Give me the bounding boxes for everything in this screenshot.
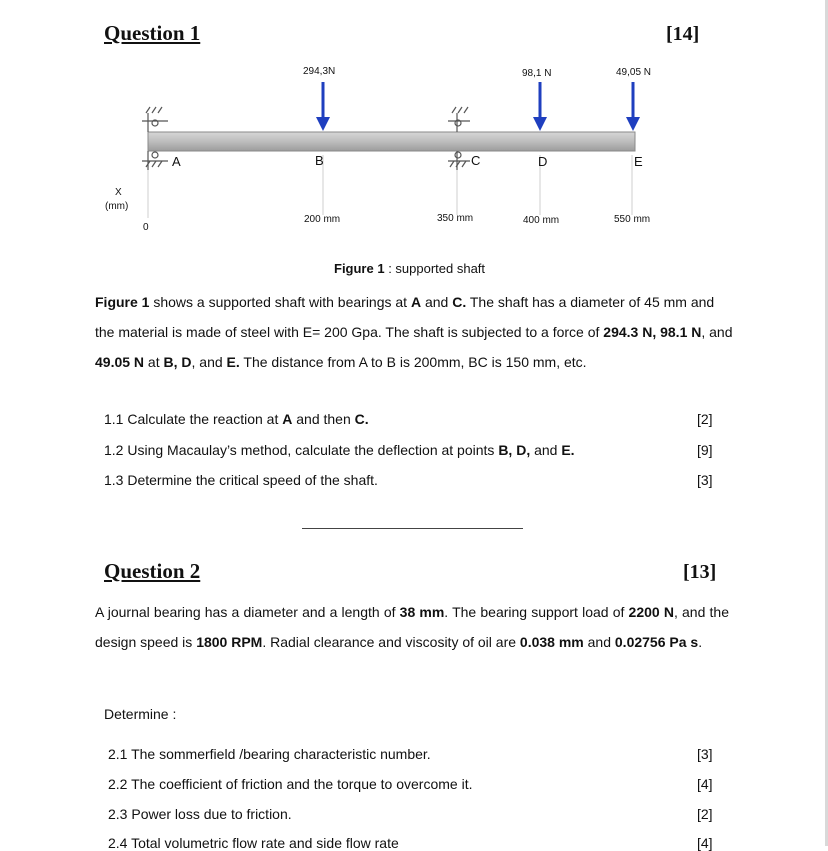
force-label-e: 49,05 N xyxy=(616,67,652,78)
question-2-2-marks: [4] xyxy=(697,776,713,792)
point-label-b: B xyxy=(315,153,324,168)
point-label-d: D xyxy=(538,154,548,169)
shaft-bar xyxy=(148,132,635,151)
question-2-3: 2.3 Power loss due to friction. xyxy=(108,806,292,822)
figure-caption: Figure 1 : supported shaft xyxy=(334,261,486,276)
distance-label-b: 200 mm xyxy=(304,214,341,225)
question-2-2: 2.2 The coefficient of friction and the torque to overcome it. xyxy=(108,776,473,792)
question-2-4-marks: [4] xyxy=(697,835,713,851)
distance-label-c: 350 mm xyxy=(437,213,474,224)
question-2-title: Question 2 xyxy=(104,559,201,583)
question-2-4: 2.4 Total volumetric flow rate and side flow rate xyxy=(108,835,399,851)
point-label-a: A xyxy=(172,154,181,169)
bearing-c-top-icon xyxy=(448,107,470,132)
determine-label: Determine : xyxy=(104,706,177,722)
question-2-marks: [13] xyxy=(683,561,717,583)
force-arrows xyxy=(316,82,640,131)
question-1-title: Question 1 xyxy=(104,21,201,45)
bearing-c-bottom-icon xyxy=(448,151,470,170)
force-label-d: 98,1 N xyxy=(522,68,552,79)
bearing-a-top-icon xyxy=(142,107,168,132)
question-1-marks: [14] xyxy=(666,23,700,45)
question-2-1: 2.1 The sommerfield /bearing characteristic number. xyxy=(108,746,431,762)
force-label-b: 294,3N xyxy=(303,66,336,77)
origin-label: 0 xyxy=(143,222,149,233)
question-1-3-marks: [3] xyxy=(697,472,713,488)
point-label-e: E xyxy=(634,154,643,169)
distance-label-d: 400 mm xyxy=(523,215,560,226)
question-1-paragraph: Figure 1 shows a supported shaft with bearings at A and C. The shaft has a diameter of 45 mm and the material is made of steel with E= 200 Gpa. The shaft is subjected to a force of 294.3 N, 98.1 N, and 49.05 N at B, D, and E. The distance from A to B is 200mm, BC is 150 mm, etc. xyxy=(95,294,733,370)
point-label-c: C xyxy=(471,153,481,168)
axis-x-label: X xyxy=(115,187,122,198)
question-1-3: 1.3 Determine the critical speed of the shaft. xyxy=(104,472,378,488)
question-1-2: 1.2 Using Macaulay’s method, calculate the deflection at points B, D, and E. xyxy=(104,442,575,458)
question-1-2-marks: [9] xyxy=(697,442,713,458)
section-divider xyxy=(302,528,523,529)
bearing-a-bottom-icon xyxy=(142,151,168,170)
axis-unit-label: (mm) xyxy=(105,201,129,212)
question-2-1-marks: [3] xyxy=(697,746,713,762)
reference-lines xyxy=(148,155,632,218)
question-1-1: 1.1 Calculate the reaction at A and then C. xyxy=(104,411,369,427)
question-1-1-marks: [2] xyxy=(697,411,713,427)
figure-1-diagram xyxy=(0,55,828,255)
distance-label-e: 550 mm xyxy=(614,214,651,225)
question-2-3-marks: [2] xyxy=(697,806,713,822)
question-2-paragraph: A journal bearing has a diameter and a length of 38 mm. The bearing support load of 2200 N, and the design speed is 1800 RPM. Radial clearance and viscosity of oil are 0.038 mm and 0.02756 Pa s. xyxy=(95,604,729,650)
